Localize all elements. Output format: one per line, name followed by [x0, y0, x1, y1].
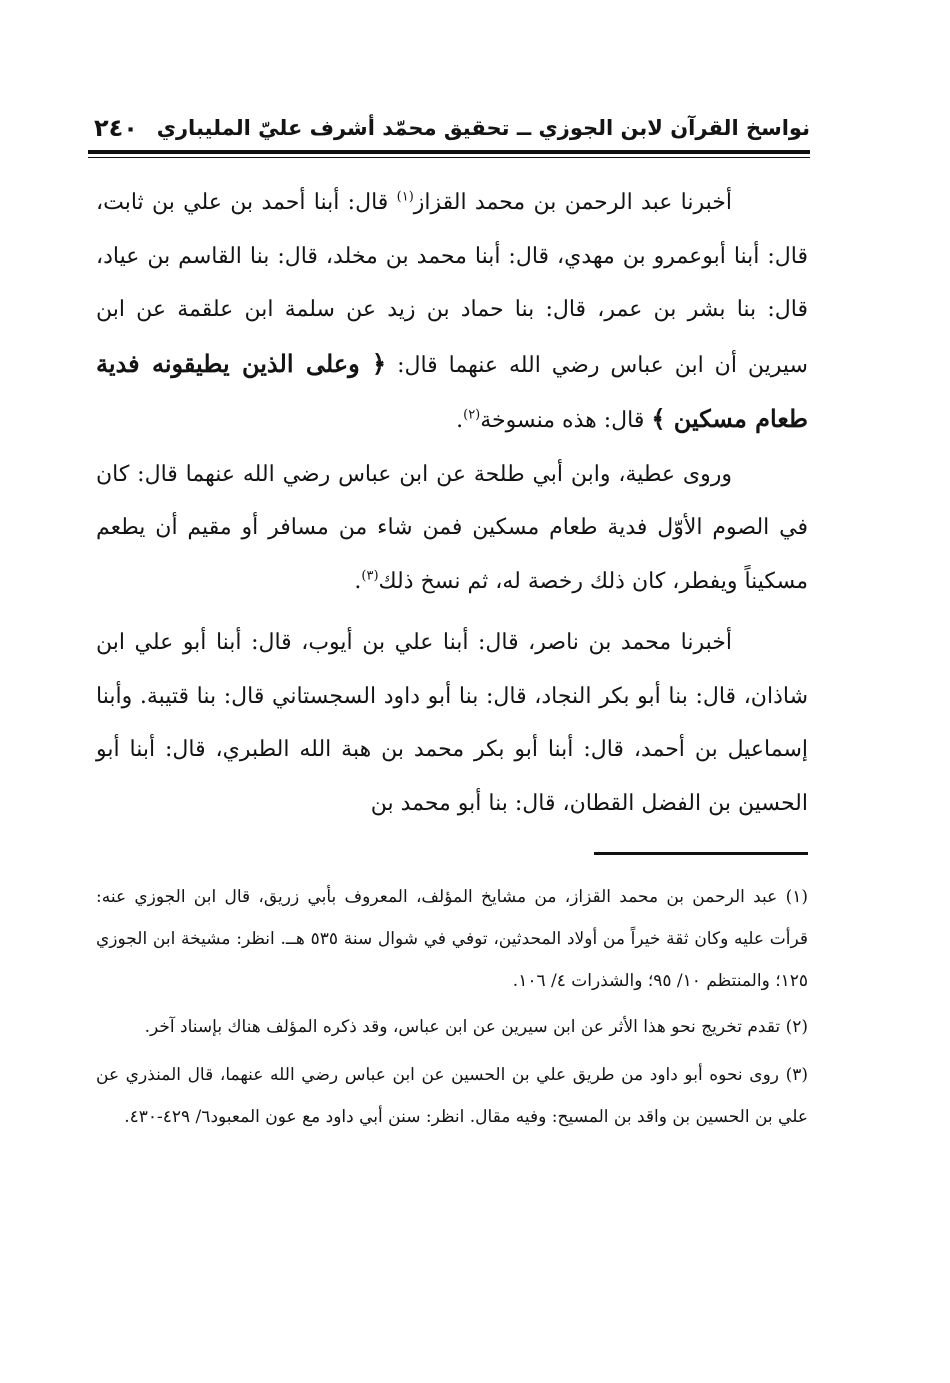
- footnote-ref-2[interactable]: (٢): [463, 407, 481, 423]
- footnotes: [96, 876, 808, 1142]
- running-title: نواسخ القرآن لابن الجوزي ــ تحقيق محمّد أشرف عليّ المليباري: [156, 116, 810, 140]
- paragraph-3: أخبرنا محمد بن ناصر، قال: أبنا علي بن أيوب، قال: أبنا أبو علي ابن شاذان، قال: بنا أبو بكر النجاد، قال: بنا أبو داود السجستاني قال: بنا قتيبة. وأبنا إسماعيل بن أحمد، قال: أبنا أبو بكر محمد بن هبة الله الطبري، قال: أبنا أبو الحسين بن الفضل القطان، قال: بنا أبو محمد بن: [96, 630, 808, 816]
- footnote-3: (٣) روى نحوه أبو داود من طريق علي بن الحسين عن ابن عباس رضي الله عنهما، قال المنذري عن علي بن الحسين بن واقد بن المسيح: وفيه مقال. انظر: سنن أبي داود مع عون المعبود٦/ ٤٢٩-٤٣٠.: [96, 1065, 808, 1127]
- paragraph-1-part-3: قال: هذه منسوخة: [480, 408, 652, 433]
- page-number: ٢٤٠: [94, 114, 138, 142]
- paragraph-1-part-1: أخبرنا عبد الرحمن بن محمد القزاز: [413, 190, 733, 215]
- quran-verse: ﴿ وعلى الذين يطيقونه فدية طعام مسكين ﴾: [96, 348, 808, 433]
- paragraph-1: [96, 176, 808, 448]
- header-rule-thick: [88, 150, 810, 154]
- paragraph-1-part-4: .: [456, 408, 464, 433]
- footnote-separator: [594, 852, 808, 855]
- main-text: [96, 176, 808, 830]
- paragraph-2-part-1: وروى عطية، وابن أبي طلحة عن ابن عباس رضي الله عنهما قال: كان في الصوم الأوّل فدية طعام مسكين فمن شاء من مسافر أو مقيم أن يطعم مسكيناً ويفطر، كان ذلك رخصة له، ثم نسخ ذلك: [96, 461, 808, 594]
- page-header: [88, 112, 810, 148]
- footnote-1: (١) عبد الرحمن بن محمد القزاز، من مشايخ المؤلف، المعروف بأبي زريق، قال ابن الجوزي عنه: قرأت عليه وكان ثقة خيراً من أولاد المحدثين، توفي في شوال سنة ٥٣٥ هــ. انظر: مشيخة ابن الجوزي ١٢٥؛ والمنتظم ١٠/ ٩٥؛ والشذرات ٤/ ١٠٦.: [96, 887, 809, 991]
- footnote-ref-3[interactable]: (٣): [361, 568, 379, 584]
- header-rule-thin: [88, 157, 810, 158]
- paragraph-2-part-2: .: [354, 568, 362, 594]
- footnote-ref-1[interactable]: (١): [396, 189, 414, 205]
- paragraph-2: [96, 448, 808, 609]
- footnote-2: (٢) تقدم تخريج نحو هذا الأثر عن ابن سيرين عن ابن عباس، وقد ذكره المؤلف هناك بإسناد آخر.: [144, 1017, 808, 1037]
- paragraph-1-part-2: قال: أبنا أحمد بن علي بن ثابت، قال: أبنا أبوعمرو بن مهدي، قال: أبنا محمد بن مخلد، قال: بنا القاسم بن عياد، قال: بنا بشر بن عمر، قال: بنا حماد بن زيد عن سلمة ابن علقمة عن ابن سيرين أن ابن عباس رضي الله عنهما قال:: [96, 190, 808, 378]
